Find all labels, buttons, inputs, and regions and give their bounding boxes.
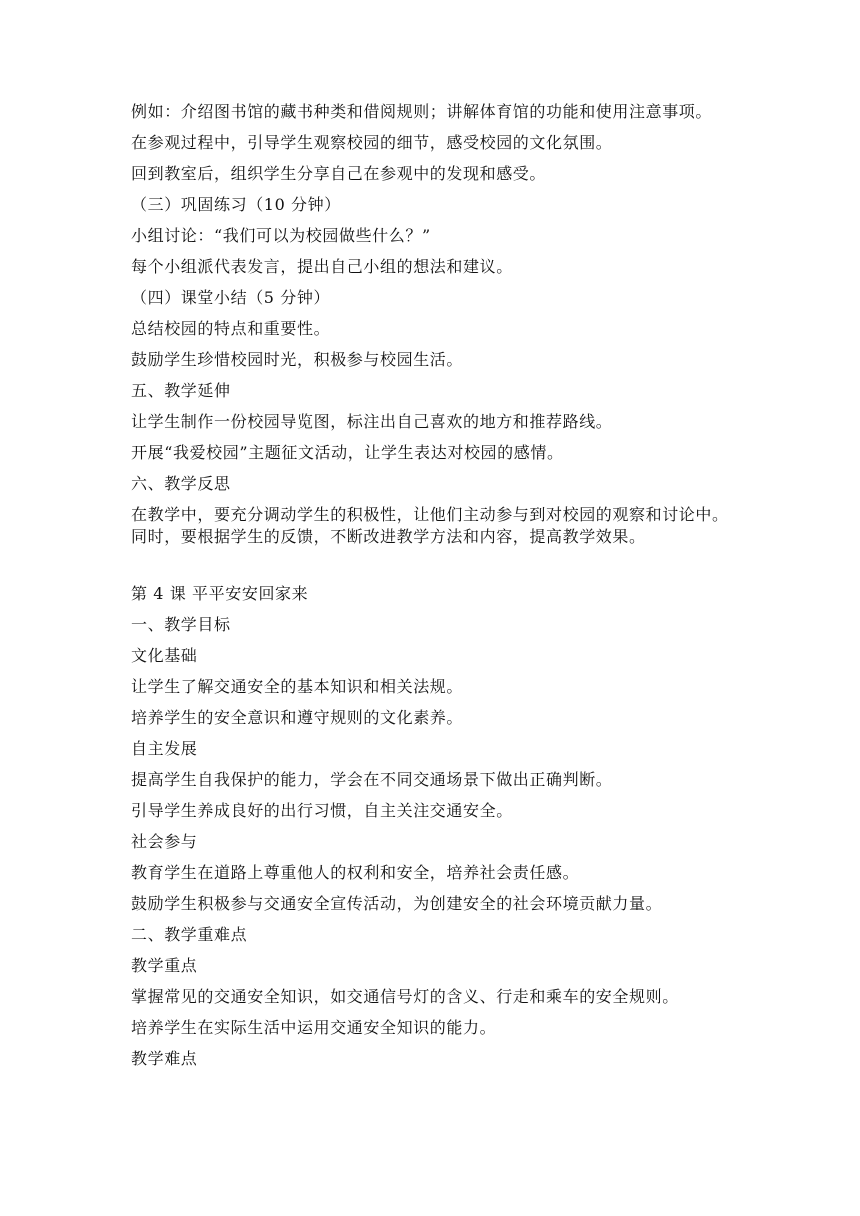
paragraph: 每个小组派代表发言，提出自己小组的想法和建议。 <box>131 257 513 276</box>
paragraph: 培养学生在实际生活中运用交通安全知识的能力。 <box>131 1018 497 1037</box>
paragraph: 开展“我爱校园”主题征文活动，让学生表达对校园的感情。 <box>131 443 564 462</box>
paragraph: 掌握常见的交通安全知识，如交通信号灯的含义、行走和乘车的安全规则。 <box>131 987 679 1006</box>
paragraph: 在教学中，要充分调动学生的积极性，让他们主动参与到对校园的观察和讨论中。同时，要根据学生的反馈，不断改进教学方法和内容，提高教学效果。 <box>131 505 729 546</box>
paragraph: 教育学生在道路上尊重他人的权利和安全，培养社会责任感。 <box>131 863 580 882</box>
paragraph: 在参观过程中，引导学生观察校园的细节，感受校园的文化氛围。 <box>131 133 613 152</box>
paragraph: 让学生制作一份校园导览图，标注出自己喜欢的地方和推荐路线。 <box>131 412 613 431</box>
paragraph: 总结校园的特点和重要性。 <box>131 319 331 338</box>
section-heading: 二、教学重难点 <box>131 925 248 944</box>
subsection-heading: 教学难点 <box>131 1049 198 1068</box>
subsection-heading: 文化基础 <box>131 646 198 665</box>
section-heading: 六、教学反思 <box>131 474 231 493</box>
subsection-heading: 社会参与 <box>131 832 198 851</box>
section-heading: 一、教学目标 <box>131 615 231 634</box>
paragraph: 让学生了解交通安全的基本知识和相关法规。 <box>131 677 464 696</box>
paragraph: 培养学生的安全意识和遵守规则的文化素养。 <box>131 708 464 727</box>
subsection-heading: （三）巩固练习（10 分钟） <box>131 195 341 214</box>
subsection-heading: 自主发展 <box>131 739 198 758</box>
paragraph: 提高学生自我保护的能力，学会在不同交通场景下做出正确判断。 <box>131 770 613 789</box>
paragraph: 鼓励学生积极参与交通安全宣传活动，为创建安全的社会环境贡献力量。 <box>131 894 663 913</box>
section-heading: 五、教学延伸 <box>131 381 231 400</box>
lesson-title: 第 4 课 平平安安回家来 <box>131 584 309 603</box>
paragraph: 引导学生养成良好的出行习惯，自主关注交通安全。 <box>131 801 513 820</box>
document-body <box>131 101 741 1079</box>
paragraph: 回到教室后，组织学生分享自己在参观中的发现和感受。 <box>131 164 547 183</box>
paragraph: 例如：介绍图书馆的藏书种类和借阅规则；讲解体育馆的功能和使用注意事项。 <box>131 102 713 121</box>
paragraph: 鼓励学生珍惜校园时光，积极参与校园生活。 <box>131 350 464 369</box>
spacer <box>131 557 741 583</box>
paragraph: 小组讨论：“我们可以为校园做些什么？” <box>131 226 431 245</box>
subsection-heading: 教学重点 <box>131 956 198 975</box>
subsection-heading: （四）课堂小结（5 分钟） <box>131 288 331 307</box>
